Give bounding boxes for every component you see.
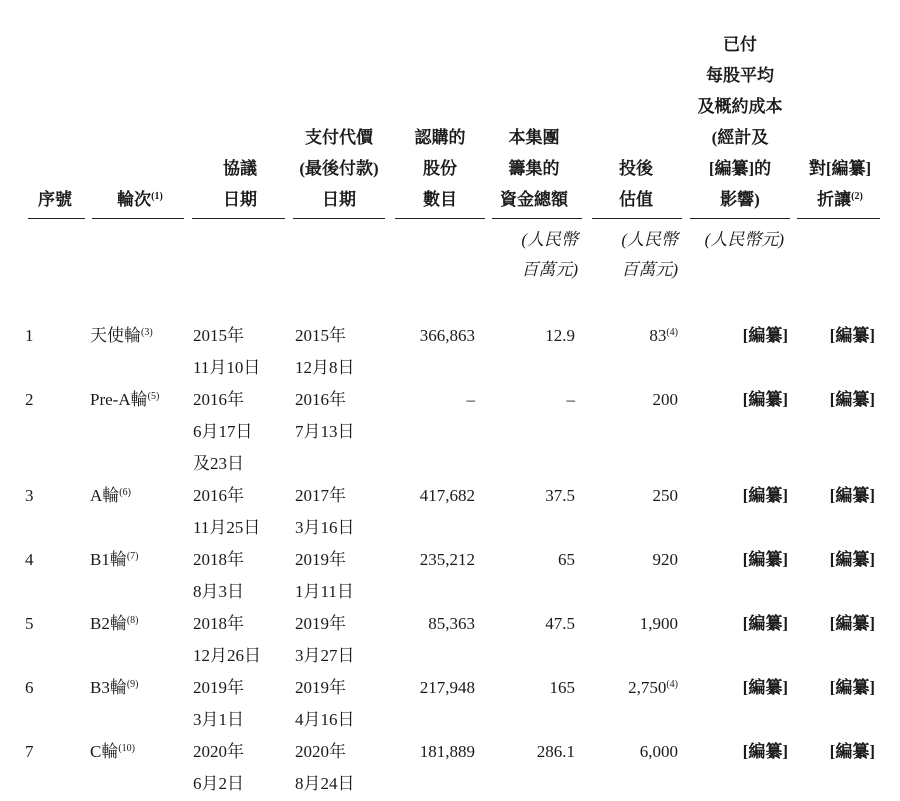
cell-text: 2015年 12月8日 (295, 326, 355, 377)
unit-post-money: (人民幣 百萬元) (621, 230, 678, 279)
cell-text: 6 (25, 678, 34, 697)
cell-text: 2018年 8月3日 (193, 550, 244, 601)
cell-text: 920 (652, 550, 678, 569)
cell-shares (395, 672, 475, 704)
cell-discount (800, 320, 875, 352)
cell-text: B3輪 (90, 678, 127, 697)
cell-text: [編纂] (742, 742, 788, 761)
rule-amount-raised (492, 218, 582, 219)
header-round-note: (1) (151, 191, 163, 202)
cell-discount (800, 544, 875, 576)
cell-text: [編纂] (742, 678, 788, 697)
round-note: (10) (118, 743, 136, 754)
cell-seq (25, 608, 55, 640)
cell-seq (25, 480, 55, 512)
cell-agreement-date (193, 608, 283, 672)
cell-discount (800, 736, 875, 768)
cell-agreement-date (193, 672, 283, 736)
cell-valuation (590, 672, 678, 704)
header-seq: 序號 (38, 190, 72, 209)
cell-text: 2019年 1月11日 (295, 550, 354, 601)
cell-text: [編纂] (829, 678, 875, 697)
cell-text: 2020年 6月2日 (193, 742, 244, 793)
header-discount-label: 對[編纂] 折讓 (808, 159, 872, 209)
cell-agreement-date (193, 736, 283, 800)
cell-text: 7 (25, 742, 34, 761)
header-round-label: 輪次 (117, 190, 152, 209)
cell-text: 2017年 3月16日 (295, 486, 355, 537)
cell-shares (395, 320, 475, 352)
cell-text: 2019年 4月16日 (295, 678, 355, 729)
cell-amount (490, 608, 575, 640)
cell-amount (490, 384, 575, 416)
rule-shares (395, 218, 485, 219)
cell-payment-date (295, 608, 385, 672)
cell-text: – (466, 390, 475, 409)
cell-cost (712, 320, 788, 352)
cell-text: 2019年 3月27日 (295, 614, 355, 665)
cell-text: 37.5 (545, 486, 575, 505)
cell-text: [編纂] (742, 390, 788, 409)
round-note: (8) (126, 615, 139, 626)
cell-agreement-date (193, 384, 283, 480)
rule-cost-per-share (690, 218, 790, 219)
cell-text: A輪 (90, 486, 120, 505)
cell-cost (712, 544, 788, 576)
cell-shares (395, 480, 475, 512)
cell-text: 5 (25, 614, 34, 633)
cell-text: 217,948 (419, 678, 475, 697)
cell-agreement-date (193, 320, 283, 384)
cell-seq (25, 736, 55, 768)
cell-cost (712, 672, 788, 704)
cell-shares (395, 736, 475, 768)
header-agreement-date: 協議 日期 (223, 159, 257, 209)
round-note: (5) (147, 391, 160, 402)
cell-payment-date (295, 544, 385, 608)
cell-text: 2016年 7月13日 (295, 390, 355, 441)
cell-text: 165 (549, 678, 575, 697)
cell-text: 6,000 (639, 742, 678, 761)
cell-text: 2,750 (628, 678, 667, 697)
cell-text: [編纂] (742, 550, 788, 569)
cell-text: [編纂] (829, 390, 875, 409)
cell-text: 250 (652, 486, 678, 505)
header-amount-raised: 本集團 籌集的 資金總額 (500, 128, 568, 209)
cell-round (90, 480, 185, 512)
header-discount (795, 153, 885, 215)
cell-seq (25, 544, 55, 576)
cell-text: 47.5 (545, 614, 575, 633)
cell-text: [編纂] (742, 614, 788, 633)
cell-text: 3 (25, 486, 34, 505)
cell-text: 4 (25, 550, 34, 569)
cell-amount (490, 320, 575, 352)
cell-agreement-date (193, 480, 283, 544)
cell-shares (395, 384, 475, 416)
unit-cost-per-share: (人民幣元) (704, 230, 784, 249)
cell-text: 2016年 11月25日 (193, 486, 261, 537)
cell-text: 65 (558, 550, 575, 569)
cell-valuation (590, 736, 678, 768)
cell-valuation (590, 544, 678, 576)
cell-text: 366,863 (419, 326, 475, 345)
cell-seq (25, 320, 55, 352)
round-note: (7) (126, 551, 139, 562)
cell-text: 12.9 (545, 326, 575, 345)
cell-text: – (566, 390, 575, 409)
cell-text: [編纂] (829, 550, 875, 569)
cell-text: 286.1 (536, 742, 575, 761)
round-note: (6) (119, 487, 131, 498)
cell-text: 1,900 (639, 614, 678, 633)
cell-agreement-date (193, 544, 283, 608)
cell-text: 2020年 8月24日 (295, 742, 355, 793)
cell-valuation (590, 384, 678, 416)
valuation-note: (4) (666, 327, 678, 338)
cell-valuation (590, 480, 678, 512)
cell-text: [編纂] (829, 326, 875, 345)
cell-discount (800, 480, 875, 512)
cell-cost (712, 736, 788, 768)
cell-amount (490, 544, 575, 576)
cell-discount (800, 608, 875, 640)
cell-round (90, 320, 185, 352)
valuation-note: (4) (666, 679, 678, 690)
header-discount-note: (2) (851, 191, 863, 202)
cell-text: C輪 (90, 742, 119, 761)
cell-round (90, 544, 185, 576)
cell-payment-date (295, 384, 385, 448)
cell-text: 2016年 6月17日 及23日 (193, 390, 253, 473)
cell-text: 200 (652, 390, 678, 409)
cell-text: [編纂] (829, 742, 875, 761)
cell-text: 85,363 (428, 614, 475, 633)
header-shares: 認購的 股份 數目 (414, 128, 466, 209)
cell-cost (712, 384, 788, 416)
cell-round (90, 384, 185, 416)
header-round (95, 184, 185, 215)
cell-amount (490, 736, 575, 768)
cell-text: 1 (25, 326, 34, 345)
cell-text: [編纂] (742, 326, 788, 345)
cell-payment-date (295, 672, 385, 736)
cell-text: B1輪 (90, 550, 127, 569)
cell-text: 天使輪 (90, 326, 141, 345)
cell-valuation (590, 608, 678, 640)
header-post-money: 投後 估值 (619, 159, 653, 209)
cell-shares (395, 544, 475, 576)
rule-discount (797, 218, 880, 219)
cell-round (90, 672, 185, 704)
cell-text: 235,212 (419, 550, 475, 569)
cell-shares (395, 608, 475, 640)
cell-text: 2019年 3月1日 (193, 678, 244, 729)
cell-round (90, 608, 185, 640)
cell-payment-date (295, 480, 385, 544)
rule-round (92, 218, 184, 219)
cell-valuation (590, 320, 678, 352)
cell-amount (490, 672, 575, 704)
rule-agreement-date (192, 218, 285, 219)
cell-text: [編纂] (742, 486, 788, 505)
cell-discount (800, 672, 875, 704)
cell-seq (25, 384, 55, 416)
cell-round (90, 736, 185, 768)
header-payment-date: 支付代價 (最後付款) 日期 (299, 128, 379, 209)
cell-text: 2018年 12月26日 (193, 614, 261, 665)
rule-payment-date (293, 218, 385, 219)
unit-amount-raised: (人民幣 百萬元) (521, 230, 578, 279)
cell-discount (800, 384, 875, 416)
cell-text: B2輪 (90, 614, 127, 633)
header-cost-per-share: 已付 每股平均 及概約成本 (經計及 [編纂]的 影響) (697, 35, 783, 209)
cell-amount (490, 480, 575, 512)
cell-text: 181,889 (419, 742, 475, 761)
cell-seq (25, 672, 55, 704)
cell-text: [編纂] (829, 486, 875, 505)
cell-text: 2 (25, 390, 34, 409)
rule-seq (28, 218, 85, 219)
rule-post-money (592, 218, 682, 219)
cell-cost (712, 480, 788, 512)
cell-text: 417,682 (419, 486, 475, 505)
cell-text: [編纂] (829, 614, 875, 633)
cell-payment-date (295, 736, 385, 800)
round-note: (3) (141, 327, 153, 338)
cell-payment-date (295, 320, 385, 384)
cell-text: 83 (649, 326, 667, 345)
cell-text: Pre-A輪 (90, 390, 148, 409)
cell-text: 2015年 11月10日 (193, 326, 261, 377)
round-note: (9) (126, 679, 139, 690)
cell-cost (712, 608, 788, 640)
